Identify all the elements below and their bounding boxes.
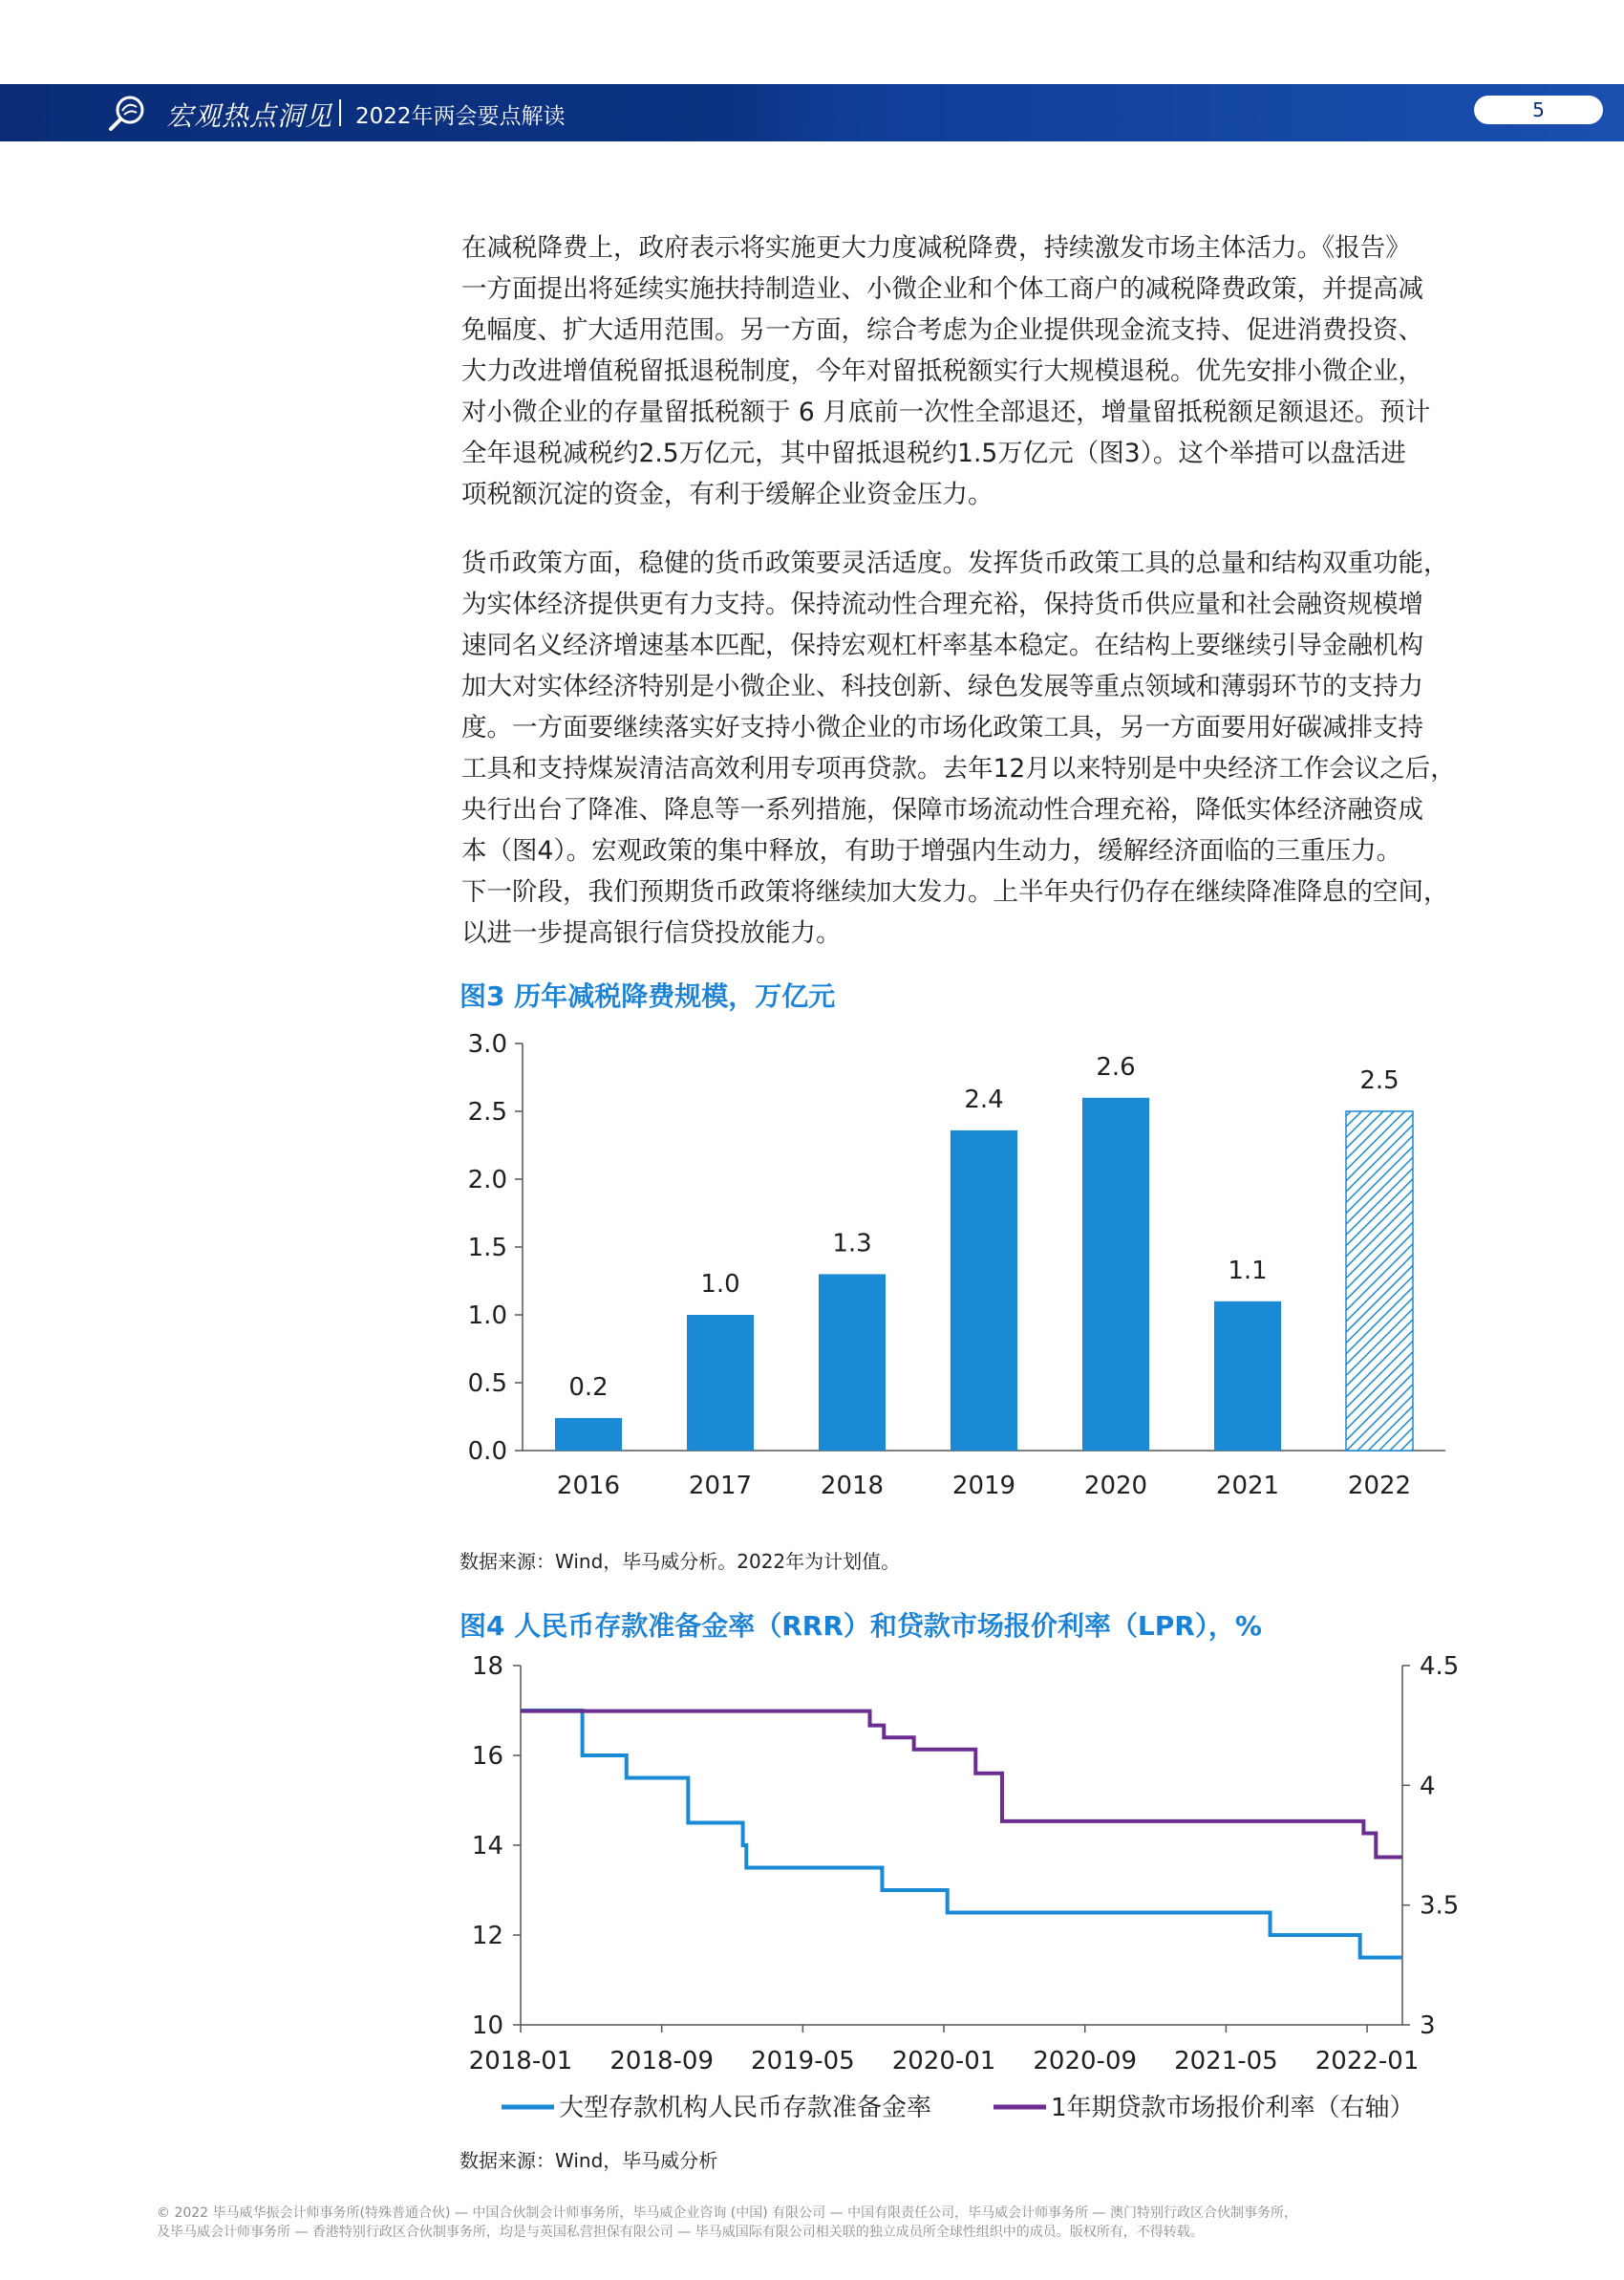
data-label-2019: 2.4	[964, 1085, 1004, 1114]
left-tick-label: 12	[471, 1922, 503, 1950]
bar-2021	[1214, 1301, 1281, 1451]
text-line: 工具和支持煤炭清洁高效利用专项再贷款。去年12月以来特别是中央经济工作会议之后，	[461, 754, 1456, 784]
x-tick-label: 2021	[1215, 1472, 1280, 1500]
report-subtitle: 2022年两会要点解读	[355, 104, 566, 129]
text-line: 速同名义经济增速基本匹配，保持宏观杠杆率基本稳定。在结构上要继续引导金融机构	[461, 631, 1423, 660]
legend-label: 1年期贷款市场报价利率（右轴）	[1051, 2094, 1415, 2122]
right-tick-label: 4.5	[1420, 1652, 1460, 1681]
text-line: 一方面提出将延续实施扶持制造业、小微企业和个体工商户的减税降费政策，并提高减	[461, 274, 1423, 304]
x-tick-label: 2017	[688, 1472, 753, 1500]
header-divider	[339, 99, 341, 126]
left-tick-label: 14	[471, 1832, 503, 1861]
text-line: 在减税降费上，政府表示将实施更大力度减税降费，持续激发市场主体活力。《报告》	[461, 233, 1411, 263]
x-tick-label: 2018-01	[468, 2047, 573, 2076]
paragraph-monetary	[461, 543, 1503, 954]
x-tick-label: 2016	[556, 1472, 621, 1500]
text-line: 货币政策方面，稳健的货币政策要灵活适度。发挥货币政策工具的总量和结构双重功能，	[461, 548, 1449, 578]
x-tick-label: 2020-01	[891, 2047, 996, 2076]
y-tick-label: 1.0	[467, 1301, 507, 1330]
y-tick-label: 2.0	[467, 1166, 507, 1194]
y-tick-label: 3.0	[467, 1030, 507, 1059]
data-label-2020: 2.6	[1096, 1052, 1136, 1082]
right-tick-label: 3	[1420, 2011, 1436, 2040]
header-bar	[0, 84, 1624, 141]
data-label-2022: 2.5	[1359, 1066, 1400, 1095]
paragraph-tax	[461, 227, 1503, 515]
bar-2018	[819, 1274, 886, 1451]
bar-2017	[687, 1315, 754, 1451]
text-line: 为实体经济提供更有力支持。保持流动性合理充裕，保持货币供应量和社会融资规模增	[461, 590, 1423, 619]
x-tick-label: 2020	[1083, 1472, 1148, 1500]
text-line: 本（图4）。宏观政策的集中释放，有助于增强内生动力，缓解经济面临的三重压力。	[461, 836, 1402, 866]
fig4-title: 图4 人民币存款准备金率（RRR）和贷款市场报价利率（LPR），%	[459, 1610, 1262, 1642]
x-tick-label: 2020-09	[1033, 2047, 1138, 2076]
text-line: 全年退税减税约2.5万亿元，其中留抵退税约1.5万亿元（图3）。这个举措可以盘活进	[461, 439, 1406, 468]
text-line: 下一阶段，我们预期货币政策将继续加大发力。上半年央行仍存在继续降准降息的空间，	[461, 877, 1449, 907]
y-tick-label: 0.5	[467, 1369, 507, 1398]
data-label-2018: 1.3	[832, 1229, 872, 1258]
data-label-2021: 1.1	[1228, 1256, 1268, 1285]
brand-title: 宏观热点洞见	[166, 100, 333, 132]
y-tick-label: 2.5	[467, 1098, 507, 1127]
x-tick-label: 2022-01	[1314, 2047, 1420, 2076]
copyright-footer	[157, 2204, 1494, 2242]
data-label-2016: 0.2	[568, 1372, 609, 1402]
right-tick-label: 4	[1420, 1772, 1436, 1801]
fig3-bar-chart	[449, 1018, 1462, 1534]
text-line: 大力改进增值税留抵退税制度，今年对留抵税额实行大规模退税。优先安排小微企业，	[461, 356, 1423, 386]
x-tick-label: 2021-05	[1174, 2047, 1278, 2076]
bar-2020	[1082, 1098, 1149, 1451]
legend-label: 大型存款机构人民币存款准备金率	[559, 2094, 932, 2122]
fig4-source: 数据来源：Wind，毕马威分析	[459, 2149, 718, 2172]
footer-line: © 2022 毕马威华振会计师事务所(特殊普通合伙) — 中国合伙制会计师事务所，毕马威企业咨询 (中国) 有限公司 — 中国有限责任公司，毕马威会计师事务所 — 澳门特别行政区合伙制事务所，	[157, 2205, 1297, 2221]
footer-line: 及毕马威会计师事务所 — 香港特别行政区合伙制事务所，均是与英国私营担保有限公司 — 毕马威国际有限公司相关联的独立成员所全球性组织中的成员。版权所有，不得转载。	[157, 2225, 1204, 2240]
x-tick-label: 2019-05	[751, 2047, 855, 2076]
page-number: 5	[1474, 96, 1603, 124]
right-tick-label: 3.5	[1420, 1891, 1460, 1921]
fig3-title: 图3 历年减税降费规模，万亿元	[459, 980, 836, 1012]
left-tick-label: 10	[471, 2011, 503, 2040]
data-label-2017: 1.0	[700, 1270, 740, 1299]
bar-2016	[555, 1418, 622, 1451]
text-line: 对小微企业的存量留抵税额于 6 月底前一次性全部退还，增量留抵税额足额退还。预计	[461, 398, 1431, 427]
bar-2022	[1346, 1111, 1413, 1451]
y-tick-label: 1.5	[467, 1234, 507, 1262]
left-tick-label: 16	[471, 1742, 503, 1771]
text-line: 项税额沉淀的资金，有利于缓解企业资金压力。	[461, 480, 994, 509]
text-line: 加大对实体经济特别是小微企业、科技创新、绿色发展等重点领域和薄弱环节的支持力	[461, 672, 1423, 701]
text-line: 度。一方面要继续落实好支持小微企业的市场化政策工具，另一方面要用好碳减排支持	[461, 713, 1423, 742]
fig4-line-chart	[449, 1642, 1462, 2139]
x-tick-label: 2019	[951, 1472, 1016, 1500]
magnifier-logo-icon	[107, 94, 149, 132]
text-line: 央行出台了降准、降息等一系列措施，保障市场流动性合理充裕，降低实体经济融资成	[461, 795, 1423, 825]
x-tick-label: 2018	[820, 1472, 885, 1500]
text-line: 以进一步提高银行信贷投放能力。	[461, 918, 842, 948]
left-tick-label: 18	[471, 1652, 503, 1681]
y-tick-label: 0.0	[467, 1437, 507, 1466]
bar-2019	[951, 1130, 1017, 1451]
text-line: 免幅度、扩大适用范围。另一方面，综合考虑为企业提供现金流支持、促进消费投资、	[461, 315, 1423, 345]
series-line-lpr	[521, 1711, 1402, 1858]
x-tick-label: 2022	[1347, 1472, 1412, 1500]
x-tick-label: 2018-09	[609, 2047, 715, 2076]
fig3-source: 数据来源：Wind，毕马威分析。2022年为计划值。	[459, 1550, 901, 1573]
